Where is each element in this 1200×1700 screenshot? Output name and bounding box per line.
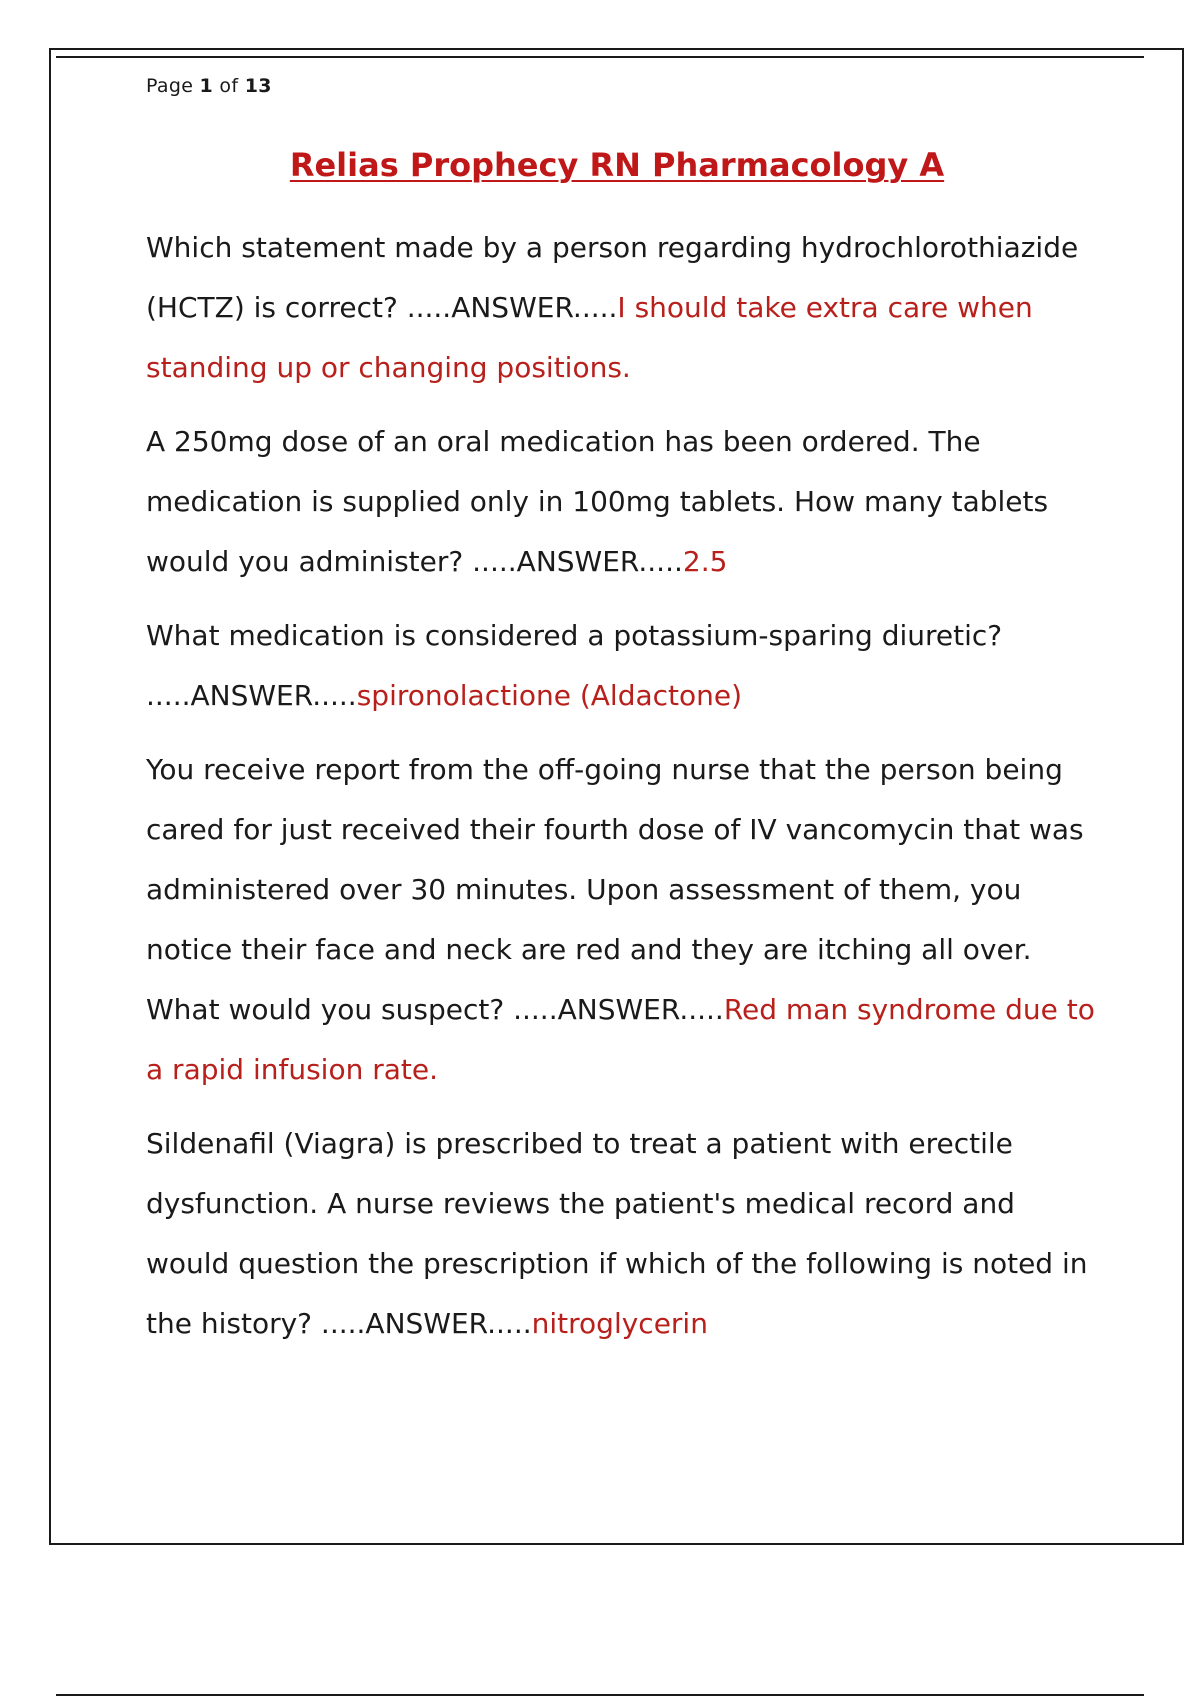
page-current: 1 (199, 75, 214, 97)
answer-text: Red man syndrome due to a rapid infusion rate. (146, 993, 1095, 1086)
question-text: You receive report from the off-going nurse that the person being cared for just received their fourth dose of IV vancomycin that was administered over 30 minutes. Upon assessment of them, you notice their face and neck are red and they are itching all over. What would you suspect? .....ANSWER..... (146, 753, 1084, 1026)
qa-item (146, 412, 1106, 592)
question-text: Sildenafil (Viagra) is prescribed to treat a patient with erectile dysfunction. A nurse reviews the patient's medical record and would question the prescription if which of the following is noted in the history? .....ANSWER..... (146, 1127, 1088, 1340)
question-text: What medication is considered a potassium-sparing diuretic? .....ANSWER..... (146, 619, 1003, 712)
page-number (146, 75, 272, 97)
answer-text: nitroglycerin (531, 1307, 708, 1340)
answer-text: 2.5 (682, 545, 728, 578)
qa-list (146, 218, 1106, 1368)
answer-text: spironolactione (Aldactone) (356, 679, 743, 712)
qa-item (146, 740, 1106, 1100)
qa-item (146, 606, 1106, 726)
qa-item (146, 218, 1106, 398)
page-label: Page (146, 75, 194, 97)
document-title: Relias Prophecy RN Pharmacology A (289, 146, 945, 184)
question-text: A 250mg dose of an oral medication has been ordered. The medication is supplied only in 100mg tablets. How many tablets would you administer? .....ANSWER..... (146, 425, 1049, 578)
qa-item (146, 1114, 1106, 1354)
question-text: Which statement made by a person regarding hydrochlorothiazide (HCTZ) is correct? .....ANSWER..... (146, 231, 1079, 324)
answer-text: I should take extra care when standing up or changing positions. (146, 291, 1033, 384)
bottom-rule (56, 1694, 1144, 1696)
page-of: of (219, 75, 239, 97)
page-total: 13 (244, 75, 272, 97)
top-rule (56, 56, 1144, 58)
